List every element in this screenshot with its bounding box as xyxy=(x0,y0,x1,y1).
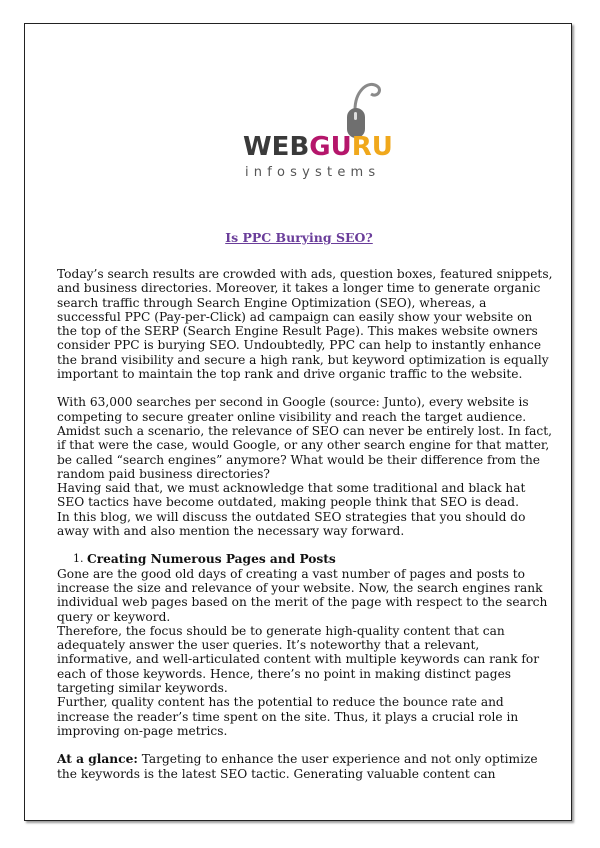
article-body xyxy=(57,267,553,781)
section-paragraph: Further, quality content has the potential to reduce the bounce rate and increase the reader’s time spent on the site. Thus, it plays a crucial role in improving on-page metrics. xyxy=(57,695,519,738)
document-page xyxy=(24,23,572,821)
section-heading xyxy=(57,552,553,566)
paragraph-blog-intro: In this blog, we will discuss the outdated SEO strategies that you should do away with and also mention the necessary way forward. xyxy=(57,509,526,539)
section-number: 1. xyxy=(73,552,84,566)
glance-text: Targeting to enhance the user experience and not only optimize the keywords is the latest SEO tactic. Generating valuable content can xyxy=(57,752,538,781)
section-heading-text: Creating Numerous Pages and Posts xyxy=(87,552,336,567)
paragraph-intro: Today’s search results are crowded with ads, question boxes, featured snippets, and business directories. Moreover, it takes a longer time to generate organic search traffic through Search Engine Optimization (SEO), whereas, a successful PPC (Pay-per-Click) ad campaign can easily show your website on the top of the SERP (Search Engine Result Page). This makes website owners consider PPC is burying SEO. Undoubtedly, PPC can help to instantly enhance the brand visibility and secure a high rank, but keyword optimization is equally important to maintain the top rank and drive organic traffic to the website. xyxy=(57,267,553,382)
section-paragraph: Gone are the good old days of creating a vast number of pages and posts to increase the size and relevance of your website. Now, the search engines rank individual web pages based on the merit of the page with respect to the search query or keyword. xyxy=(57,566,548,624)
section-paragraph: Therefore, the focus should be to generate high-quality content that can adequately answer the user queries. It’s noteworthy that a relevant, informative, and well-articulated content with multiple keywords can rank for each of those keywords. Hence, there’s no point in making distinct pages targeting similar keywords. xyxy=(57,623,540,696)
logo-brand-text: WEBGURU xyxy=(243,132,393,162)
page-title: Is PPC Burying SEO? xyxy=(225,230,373,245)
paragraph-searches: With 63,000 searches per second in Google (source: Junto), every website is competing to secure greater online visibility and reach the target audience. Amidst such a scenario, the relevance of SEO can never be entirely lost. In fact, if that were the case, would Google, or any other search engine for that matter, be called “search engines” anymore? What would be their difference from the random paid business directories? xyxy=(57,395,552,481)
glance-paragraph xyxy=(57,752,553,781)
paragraph-outdated: Having said that, we must acknowledge that some traditional and black hat SEO tactics have become outdated, making people think that SEO is dead. xyxy=(57,481,526,510)
webguru-logo xyxy=(243,72,413,182)
glance-label: At a glance: xyxy=(57,752,138,767)
logo-tagline: infosystems xyxy=(245,165,381,180)
